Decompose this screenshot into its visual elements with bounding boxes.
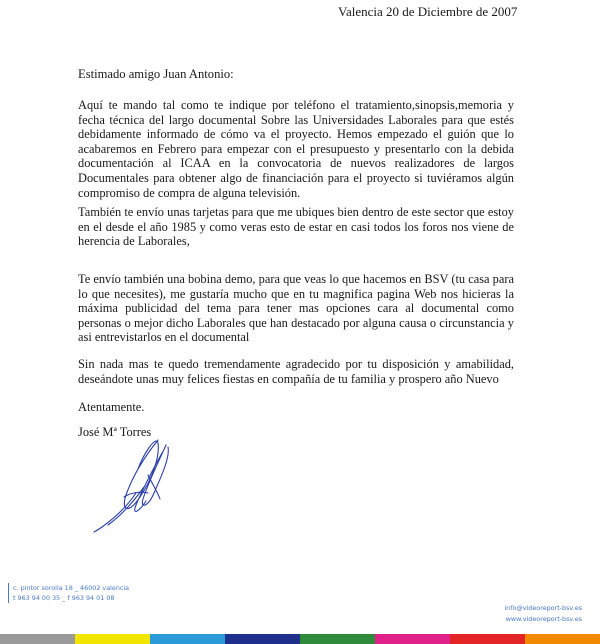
letter-paragraph: Te envío también una bobina demo, para que veas lo que hacemos en BSV (tu casa para lo que necesites), me gustaría mucho que en tu magnifica pagina Web nos hicieras la máxima publicidad del tema para tener mas opciones cara al documental como personas o mejor dicho Laborales que han destacado por alguna causa o circunstancia y asi entrevistarlos en el documental: [78, 272, 514, 345]
color-stripe-segment: [0, 634, 75, 644]
color-stripe-segment: [150, 634, 225, 644]
color-stripe-segment: [450, 634, 525, 644]
company-contact-block: [8, 583, 129, 603]
company-phones: t 963 94 00 35 _ f 963 94 01 08: [13, 594, 115, 602]
color-stripe-segment: [75, 634, 150, 644]
company-email: info@videoreport-bsv.es: [504, 604, 582, 612]
color-stripe-segment: [225, 634, 300, 644]
color-stripe-segment: [300, 634, 375, 644]
letter-closing: Atentamente.: [78, 400, 145, 414]
letter-paragraph: Sin nada mas te quedo tremendamente agradecido por tu disposición y amabilidad, deseándote unas muy felices fiestas en compañía de tu familia y prospero año Nuevo: [78, 357, 514, 386]
letter-paragraph: También te envío unas tarjetas para que me ubiques bien dentro de este sector que estoy en el desde el año 1985 y como veras esto de estar en casi todos los foros nos viene de herencia de Laborales,: [78, 205, 514, 249]
company-address: c. pintor sorolla 18 _ 46002 valencia: [13, 584, 130, 592]
color-stripe-bar: [0, 634, 600, 644]
color-stripe-segment: [525, 634, 600, 644]
company-website: www.videoreport-bsv.es: [505, 615, 582, 623]
company-web-block: [486, 603, 582, 625]
color-stripe-segment: [375, 634, 450, 644]
letter-greeting: Estimado amigo Juan Antonio:: [78, 67, 234, 81]
handwritten-signature: [88, 435, 198, 535]
letter-paragraph: Aquí te mando tal como te indique por teléfono el tratamiento,sinopsis,memoria y fecha técnica del largo documental Sobre las Universidades Laborales para que estés debidamente informado de cómo va el proyecto. Hemos empezado el guión que lo acabaremos en Febrero para empezar con el presupuesto y presentarlo con la debida documentación al ICAA en la convocatoria de nuevos realizadores de largos Documentales para obtener algo de financiación para el proyecto si tuviéramos algún compromiso de compra de alguna televisión.: [78, 98, 514, 200]
signer-name: José Mª Torres: [78, 425, 152, 439]
letter-date: Valencia 20 de Diciembre de 2007: [338, 4, 518, 19]
